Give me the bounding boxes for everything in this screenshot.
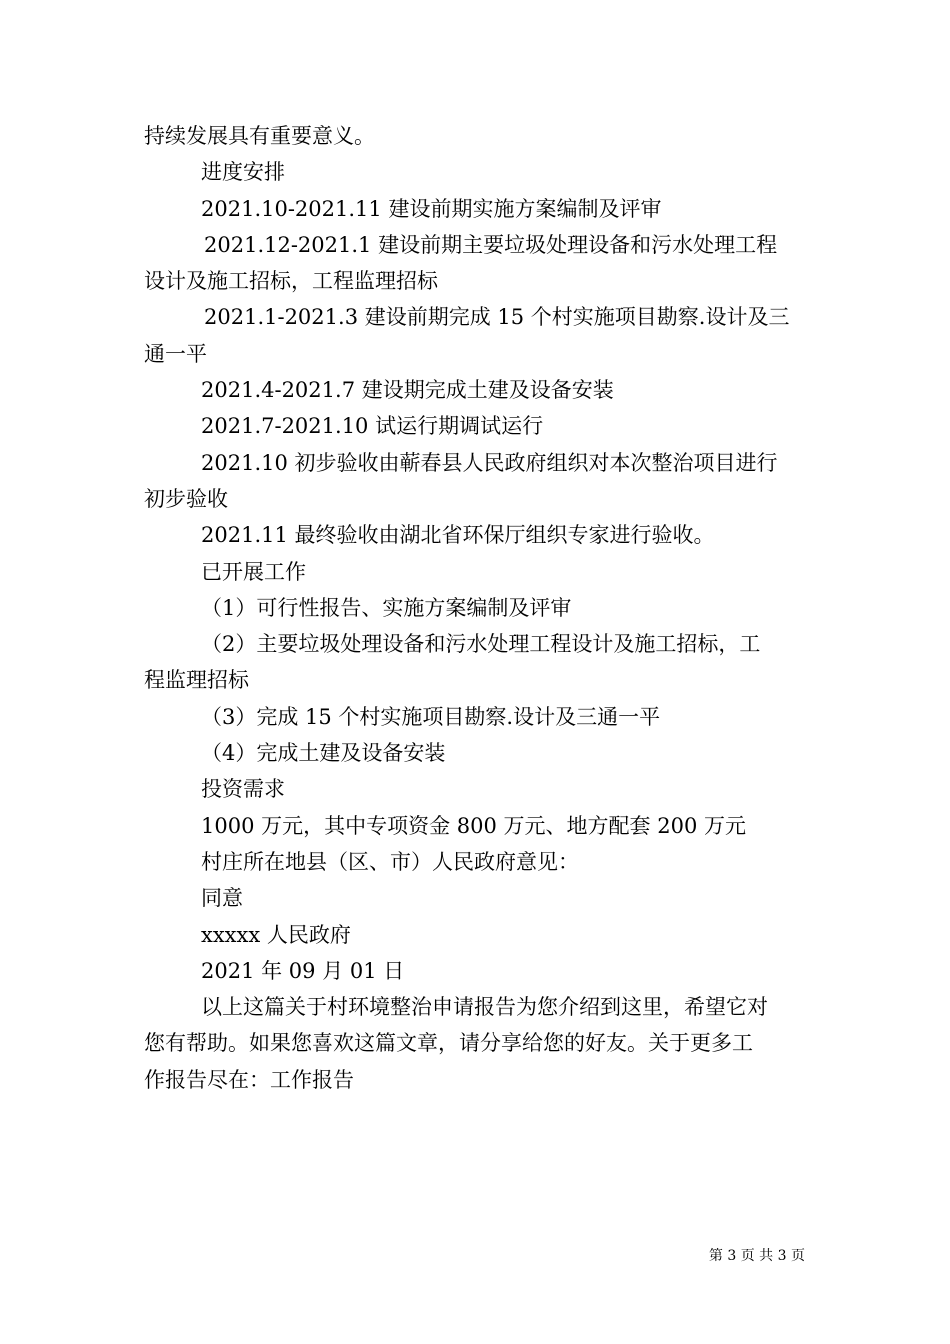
page-number: 第 3 页 共 3 页 [708, 1248, 805, 1264]
text-line: 持续发展具有重要意义。 [144, 124, 375, 148]
schedule-item: 2021.10-2021.11 建设前期实施方案编制及评审 [201, 196, 662, 221]
document-body [144, 118, 808, 1098]
schedule-item: 2021.7-2021.10 试运行期调试运行 [201, 414, 544, 439]
investment-amount: 1000 万元，其中专项资金 800 万元、地方配套 200 万元 [201, 813, 746, 838]
schedule-item: 2021.12-2021.1 建设前期主要垃圾处理设备和污水处理工程 [204, 232, 778, 257]
section-heading-investment: 投资需求 [201, 777, 285, 802]
government-opinion: 同意 [201, 886, 243, 911]
text-line: 设计及施工招标，工程监理招标 [144, 269, 438, 294]
work-item: （1）可行性报告、实施方案编制及评审 [201, 595, 572, 620]
schedule-item: 2021.10 初步验收由蕲春县人民政府组织对本次整治项目进行 [201, 450, 778, 475]
work-item: （3）完成 15 个村实施项目勘察.设计及三通一平 [201, 704, 661, 729]
schedule-item: 2021.11 最终验收由湖北省环保厅组织专家进行验收。 [201, 523, 715, 548]
work-item: （2）主要垃圾处理设备和污水处理工程设计及施工招标，工 [201, 632, 761, 657]
text-line: 程监理招标 [144, 668, 249, 693]
text-line: 通一平 [144, 341, 207, 366]
schedule-item: 2021.4-2021.7 建设期完成土建及设备安装 [201, 378, 614, 403]
work-item: （4）完成土建及设备安装 [201, 741, 446, 766]
text-line: 初步验收 [144, 486, 228, 511]
government-name: xxxxx 人民政府 [201, 922, 351, 947]
section-heading-schedule: 进度安排 [201, 160, 285, 185]
closing-text: 以上这篇关于村环境整治申请报告为您介绍到这里，希望它对 [201, 995, 768, 1020]
closing-text: 作报告尽在：工作报告 [144, 1067, 354, 1092]
document-date: 2021 年 09 月 01 日 [201, 958, 405, 983]
government-opinion-label: 村庄所在地县（区、市）人民政府意见： [201, 849, 579, 874]
section-heading-work-done: 已开展工作 [201, 559, 306, 584]
closing-text: 您有帮助。如果您喜欢这篇文章，请分享给您的好友。关于更多工 [144, 1031, 753, 1056]
schedule-item: 2021.1-2021.3 建设前期完成 15 个村实施项目勘察.设计及三 [204, 305, 790, 330]
